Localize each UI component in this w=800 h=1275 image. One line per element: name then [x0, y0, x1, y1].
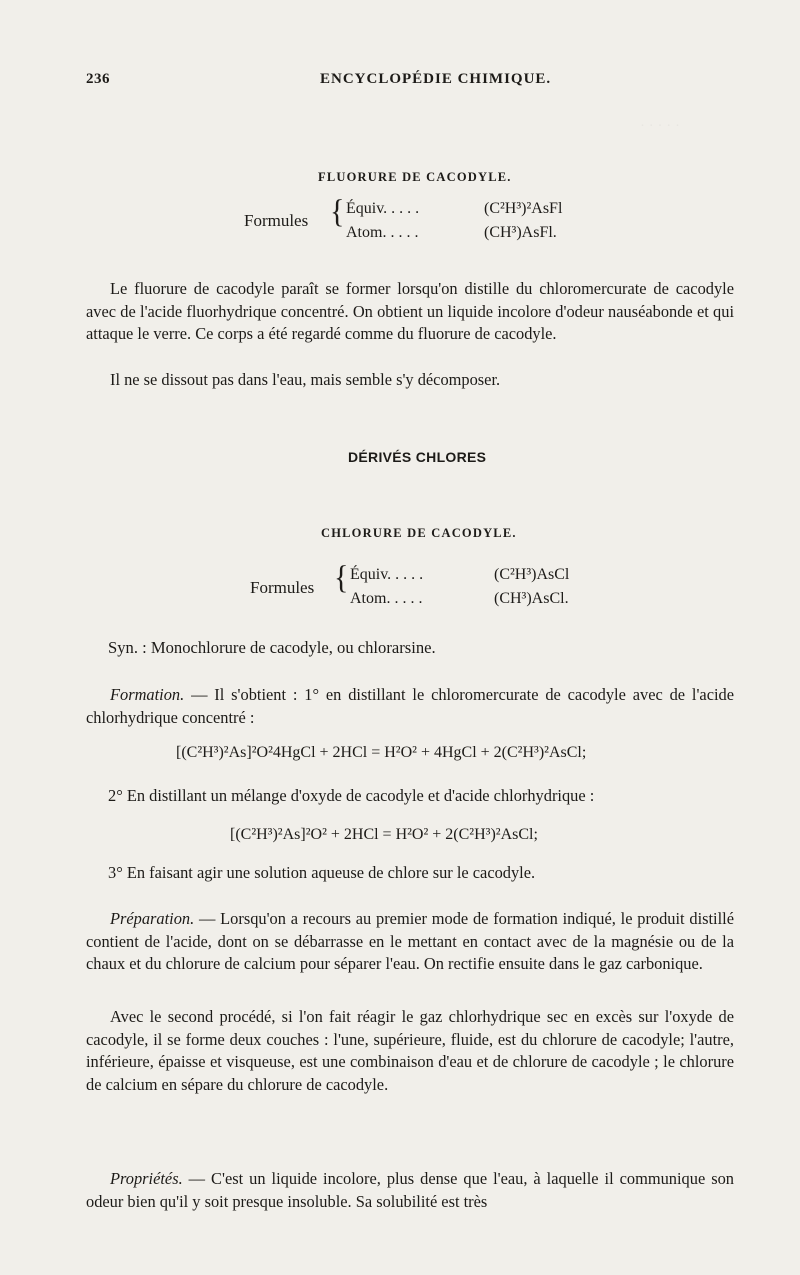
- chlorure-formulas-label: Formules: [250, 578, 315, 597]
- fluorure-atom-formula: (CH³)AsFl.: [484, 224, 557, 241]
- chlorure-atom-label: Atom. . . . .: [350, 590, 423, 607]
- fluorure-atom-label: Atom. . . . .: [346, 224, 419, 241]
- formation-paragraph: [86, 684, 734, 729]
- fluorure-paragraph-1: [86, 278, 734, 346]
- fluorure-formulas-label: Formules: [244, 211, 309, 230]
- page-number: 236: [86, 71, 110, 87]
- fluorure-paragraph-2: [86, 369, 734, 392]
- chlorure-synonyms: Syn. : Monochlorure de cacodyle, ou chlorarsine.: [108, 638, 436, 657]
- fluorure-equiv-formula: (C²H³)²AsFl: [484, 200, 563, 217]
- fluorure-equiv-label: Équiv. . . . .: [346, 200, 420, 217]
- chlorure-heading: CHLORURE DE CACODYLE.: [321, 526, 517, 540]
- fluorure-brace: {: [330, 193, 345, 230]
- equation-2: [(C²H³)²As]²O² + 2HCl = H²O² + 2(C²H³)²AsCl;: [230, 826, 538, 843]
- proprietes-label: Propriétés.: [110, 1169, 183, 1188]
- formation-text: — Il s'obtient : 1° en distillant le chloromercurate de cacodyle avec de l'acide chlorhydrique concentré :: [86, 685, 734, 727]
- chlorure-atom-formula: (CH³)AsCl.: [494, 590, 569, 607]
- fluorure-heading: FLUORURE DE CACODYLE.: [318, 170, 512, 184]
- fluorure-text-1: Le fluorure de cacodyle paraît se former lorsqu'on distille du chloromercurate de cacodyle avec de l'acide fluorhydrique concentré. On obtient un liquide incolore d'odeur nauséabonde et qui attaque le verre. Ce corps a été regardé comme du fluorure de cacodyle.: [86, 279, 734, 343]
- formation-step-3: 3° En faisant agir une solution aqueuse de chlore sur le cacodyle.: [108, 863, 536, 882]
- preparation-label: Préparation.: [110, 909, 195, 928]
- bleed-through: [640, 118, 680, 135]
- proprietes-paragraph: [86, 1168, 734, 1213]
- chlorure-equiv-label: Équiv. . . . .: [350, 566, 424, 583]
- chlorure-brace: {: [334, 559, 349, 596]
- preparation-text-2: Avec le second procédé, si l'on fait réagir le gaz chlorhydrique sec en excès sur l'oxyde de cacodyle, il se forme deux couches : l'une, supérieure, fluide, est du chlorure de cacodyle; l'autre, inférieure, épaisse et visqueuse, est une combinaison d'eau et de chlorure de cacodyle ; le chlorure de calcium en sépare du chlorure de cacodyle.: [86, 1007, 734, 1094]
- fluorure-text-2: Il ne se dissout pas dans l'eau, mais semble s'y décomposer.: [110, 370, 501, 389]
- formation-label: Formation.: [110, 685, 185, 704]
- running-title: ENCYCLOPÉDIE CHIMIQUE.: [320, 71, 552, 87]
- preparation-paragraph-2: [86, 1006, 734, 1096]
- equation-1: [(C²H³)²As]²O²4HgCl + 2HCl = H²O² + 4HgCl + 2(C²H³)²AsCl;: [176, 744, 587, 761]
- derives-heading: DÉRIVÉS CHLORES: [348, 449, 487, 465]
- formation-step-2: 2° En distillant un mélange d'oxyde de cacodyle et d'acide chlorhydrique :: [108, 786, 595, 805]
- preparation-text: — Lorsqu'on a recours au premier mode de formation indiqué, le produit distillé contient de l'acide, dont on se débarrasse en le mettant en contact avec de la magnésie ou de la chaux et du chlorure de calcium pour séparer l'eau. On rectifie ensuite dans le gaz carbonique.: [86, 909, 734, 973]
- preparation-paragraph: [86, 908, 734, 976]
- proprietes-text: — C'est un liquide incolore, plus dense que l'eau, à laquelle il communique son odeur bien qu'il y soit presque insoluble. Sa solubilité est très: [86, 1169, 734, 1211]
- chlorure-equiv-formula: (C²H³)AsCl: [494, 566, 570, 583]
